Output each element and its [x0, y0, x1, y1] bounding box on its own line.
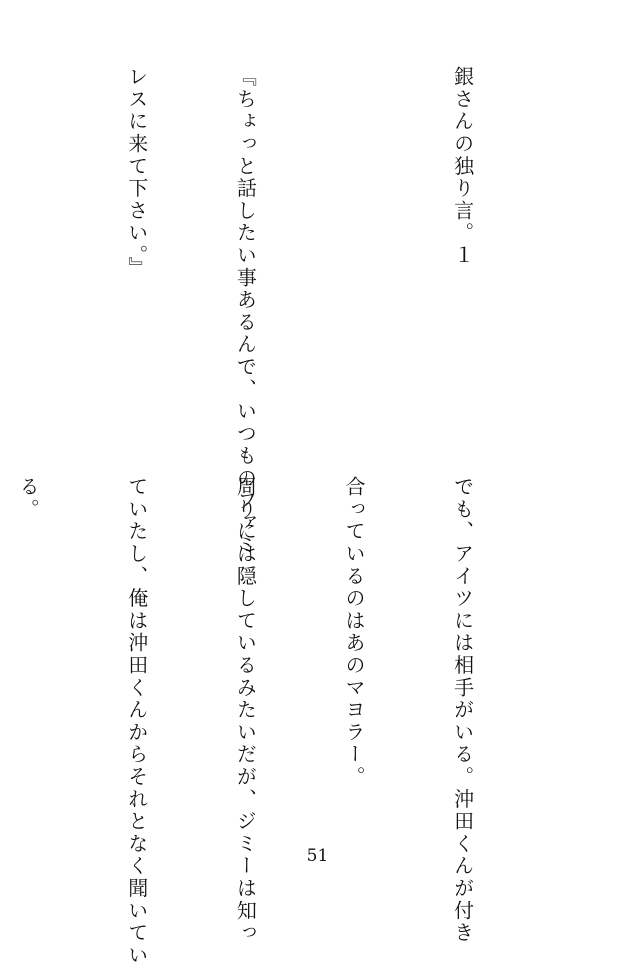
page-number: 51: [306, 846, 329, 866]
text-column: る。: [16, 476, 41, 521]
text-column: 『ちょっと話したい事あるんで、いつものファミ: [233, 66, 258, 557]
text-column: [10, 66, 46, 446]
text-column: 周りには隠しているみたいだが、ジミーは知っ: [233, 476, 258, 945]
text-column: [336, 66, 372, 446]
chapter-title: 銀さんの独り言。１: [450, 66, 475, 267]
text-column: レスに来て下さい。』: [124, 66, 149, 279]
text-column: 合っているのはあのマヨラー。: [341, 476, 366, 789]
upper-text-block: [0, 66, 553, 557]
text-column: ていたし、俺は沖田くんからそれとなく聞いてい: [124, 476, 149, 967]
text-column: でも、アイツには相手がいる。沖田くんが付き: [450, 476, 475, 945]
